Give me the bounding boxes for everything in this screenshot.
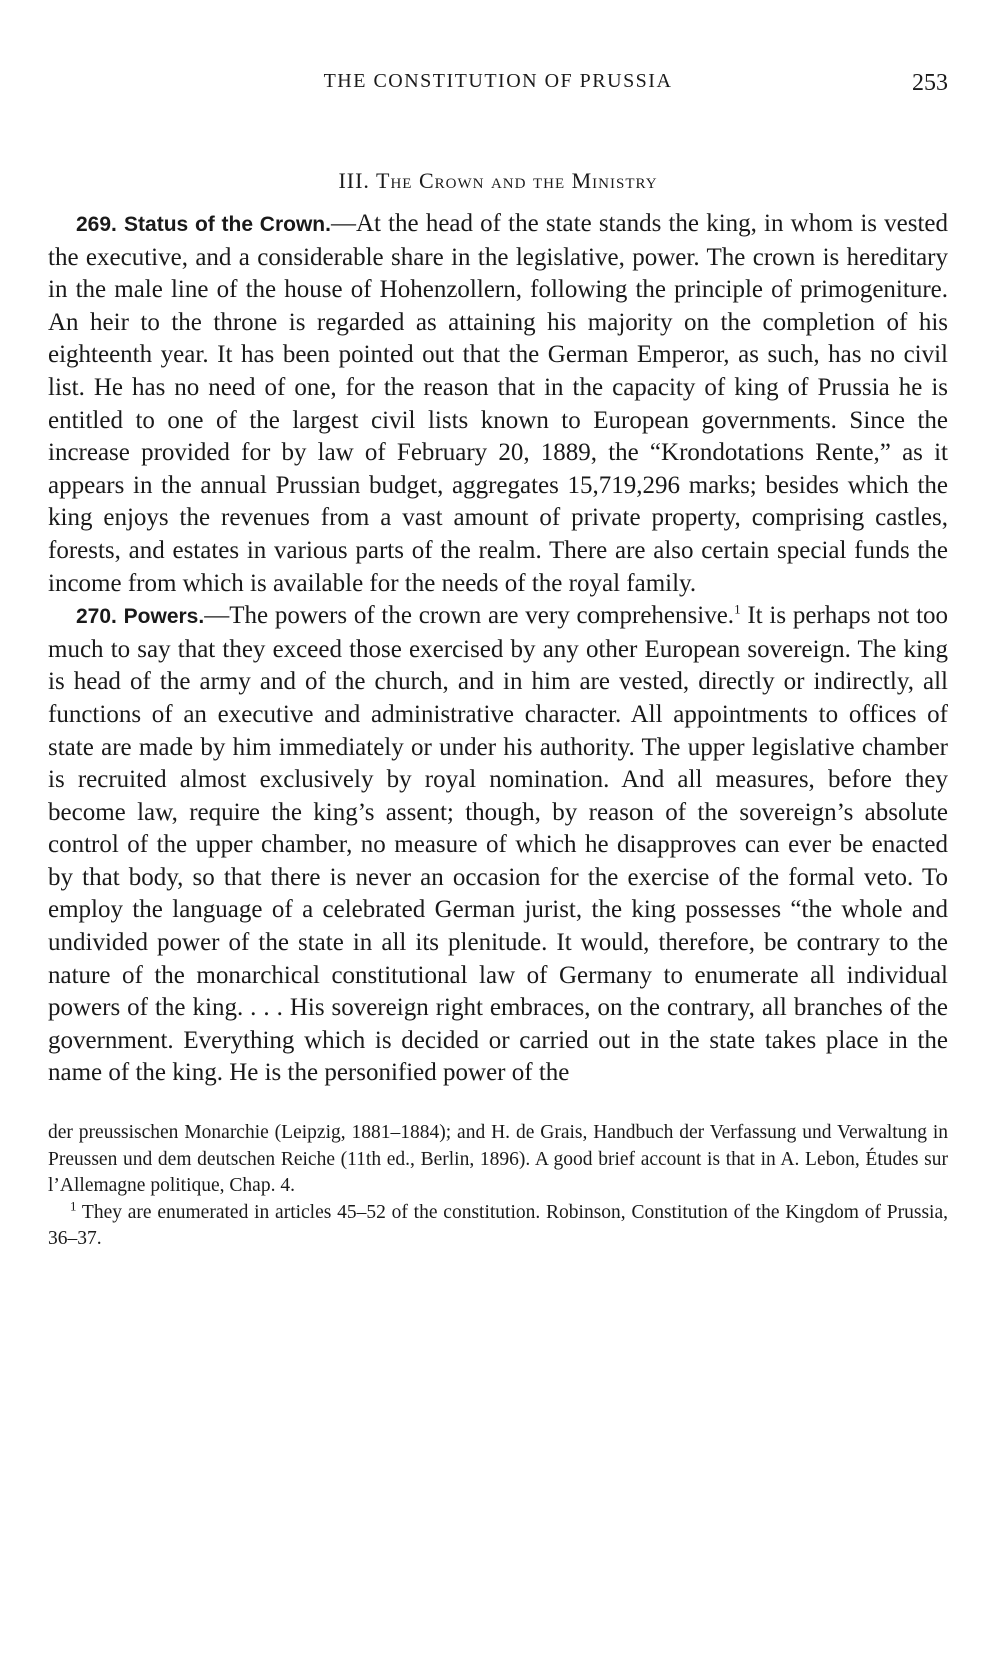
footnote-1 xyxy=(48,1200,948,1253)
paragraph-text-continued: It is perhaps not too much to say that they exceed those exercised by any other European sovereign. The king is head of the army and of the church, and in him are vested, directly or indirectly, all functions of an executive and administrative character. All appointments to offices of state are made by him immediately or under his authority. The upper legislative chamber is recruited almost exclusively by royal nomination. And all measures, before they become law, require the king’s assent; though, by reason of the sovereign’s absolute control of the upper chamber, no measure of which he disapproves can ever be enacted by that body, so that there is never an occasion for the exercise of the formal veto. To employ the language of a celebrated German jurist, the king possesses “the whole and undivided power of the state in all its plenitude. It would, therefore, be contrary to the nature of the monarchical constitutional law of Germany to enumerate all individual powers of the king. . . . His sovereign right embraces, on the contrary, all branches of the government. Everything which is decided or carried out in the state takes place in the name of the king. He is the personified power of the xyxy=(48,602,949,1087)
paragraph-text: —At the head of the state stands the king, in whom is vested the executive, and a considerable share in the legislative, power. The crown is hereditary in the male line of the house of Hohenzollern, following the principle of primogeniture. An heir to the throne is regarded as attaining his majority on the completion of his eighteenth year. It has been pointed out that the German Emperor, as such, has no civil list. He has no need of one, for the reason that in the capacity of king of Prussia he is entitled to one of the largest civil lists known to European governments. Since the increase provided for by law of February 20, 1889, the “Krondotations Rente,” as it appears in the annual Prussian budget, aggregates 15,719,296 marks; besides which the king enjoys the revenues from a vast amount of private property, comprising castles, forests, and estates in various parts of the realm. There are also certain special funds the income from which is available for the needs of the royal family. xyxy=(48,210,949,597)
footnote-1-text: They are enumerated in articles 45–52 of the constitution. Robinson, Constitution of the Kingdom of Prussia, 36–37. xyxy=(48,1201,948,1250)
footnote-reference: 1 xyxy=(734,601,741,617)
paragraph-270 xyxy=(48,600,948,1090)
footnote-continued: der preussischen Monarchie (Leipzig, 1881–1884); and H. de Grais, Handbuch der Verfassung und Verwaltung in Preussen und dem deutschen Reiche (11th ed., Berlin, 1896). A good brief account is that in A. Lebon, Études sur l’Allemagne politique, Chap. 4. xyxy=(48,1122,948,1197)
body-text xyxy=(48,208,948,1090)
page-number: 253 xyxy=(912,70,948,96)
running-title: THE CONSTITUTION OF PRUSSIA xyxy=(323,70,673,92)
paragraph-number: 269. xyxy=(76,213,117,236)
paragraph-269 xyxy=(48,208,948,600)
paragraph-title: Powers. xyxy=(123,605,205,629)
book-page xyxy=(48,70,948,1253)
section-heading: III. The Crown and the Ministry xyxy=(338,168,658,193)
running-head xyxy=(48,70,948,110)
footnotes xyxy=(48,1120,948,1253)
paragraph-text: —The powers of the crown are very comprehensive. xyxy=(204,602,735,630)
paragraph-number: 270. xyxy=(76,605,117,629)
paragraph-title: Status of the Crown. xyxy=(124,213,331,236)
footnote-marker: 1 xyxy=(70,1198,77,1214)
